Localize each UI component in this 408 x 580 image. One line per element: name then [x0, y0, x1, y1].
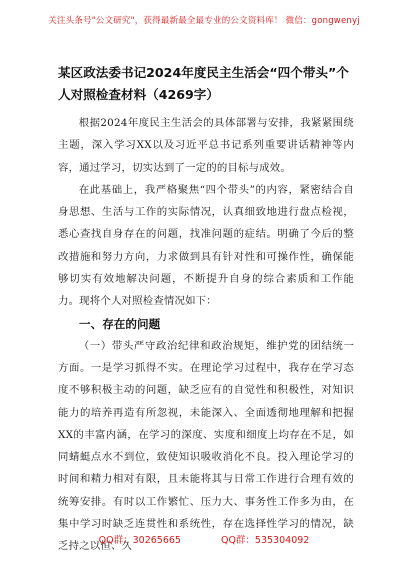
- qq-group-2: QQ群：535304092: [220, 535, 310, 546]
- document-title: 某区政法委书记2024年度民主生活会“四个带头”个人对照检查材料（4269字）: [58, 65, 349, 102]
- document-page: [58, 62, 354, 558]
- body-paragraph: 在此基础上，我严格聚焦“四个带头”的内容，紧密结合自身思想、生活与工作的实际情况，认真细致地进行盘点检视，悉心查找自身存在的问题，找准问题的症结。明确了今后的整改措施和努力方向，力求做到具有针对性和可操作性，确保能够切实有效地解决问题，不断提升自身的综合素质和工作能力。现将个人对照检查情况如下：: [58, 183, 354, 308]
- section-paragraph: （一）带头严守政治纪律和政治规矩，维护党的团结统一方面。一是学习抓得不实。在理论学习过程中，我存在学习态度不够积极主动的问题，缺乏应有的自觉性和积极性，对知识能力的培养再造有所忽视，未能深入、全面透彻地理解和把握XX的丰富内涵，在学习的深度、实度和细度上均存在不足，如同蜻蜓点水不到位，致使知识吸收消化不良。投入理论学习的时间和精力相对有限，且未能将其与日常工作进行合理有效的统筹安排。有时以工作繁忙、压力大、事务性工作多为由，在集中学习时缺乏连贯性和系统性，存在选择性学习的情况，缺乏持之以恒、久: [58, 339, 354, 553]
- promo-text: 关注头条号"公文研究"，获得最新最全最专业的公文资料库！ 微信：gongwenyj: [48, 16, 360, 26]
- promo-banner: [0, 0, 408, 40]
- body-paragraph: 根据2024年度民主生活会的具体部署与安排，我紧紧围绕主题，深入学习XX以及习近平总书记系列重要讲话精神等内容，通过学习，切实达到了一定的的目标与成效。: [58, 117, 354, 174]
- qq-group-1: QQ群：30265665: [98, 535, 181, 546]
- section-heading: 一、存在的问题: [79, 316, 161, 331]
- qq-footer: [0, 532, 408, 554]
